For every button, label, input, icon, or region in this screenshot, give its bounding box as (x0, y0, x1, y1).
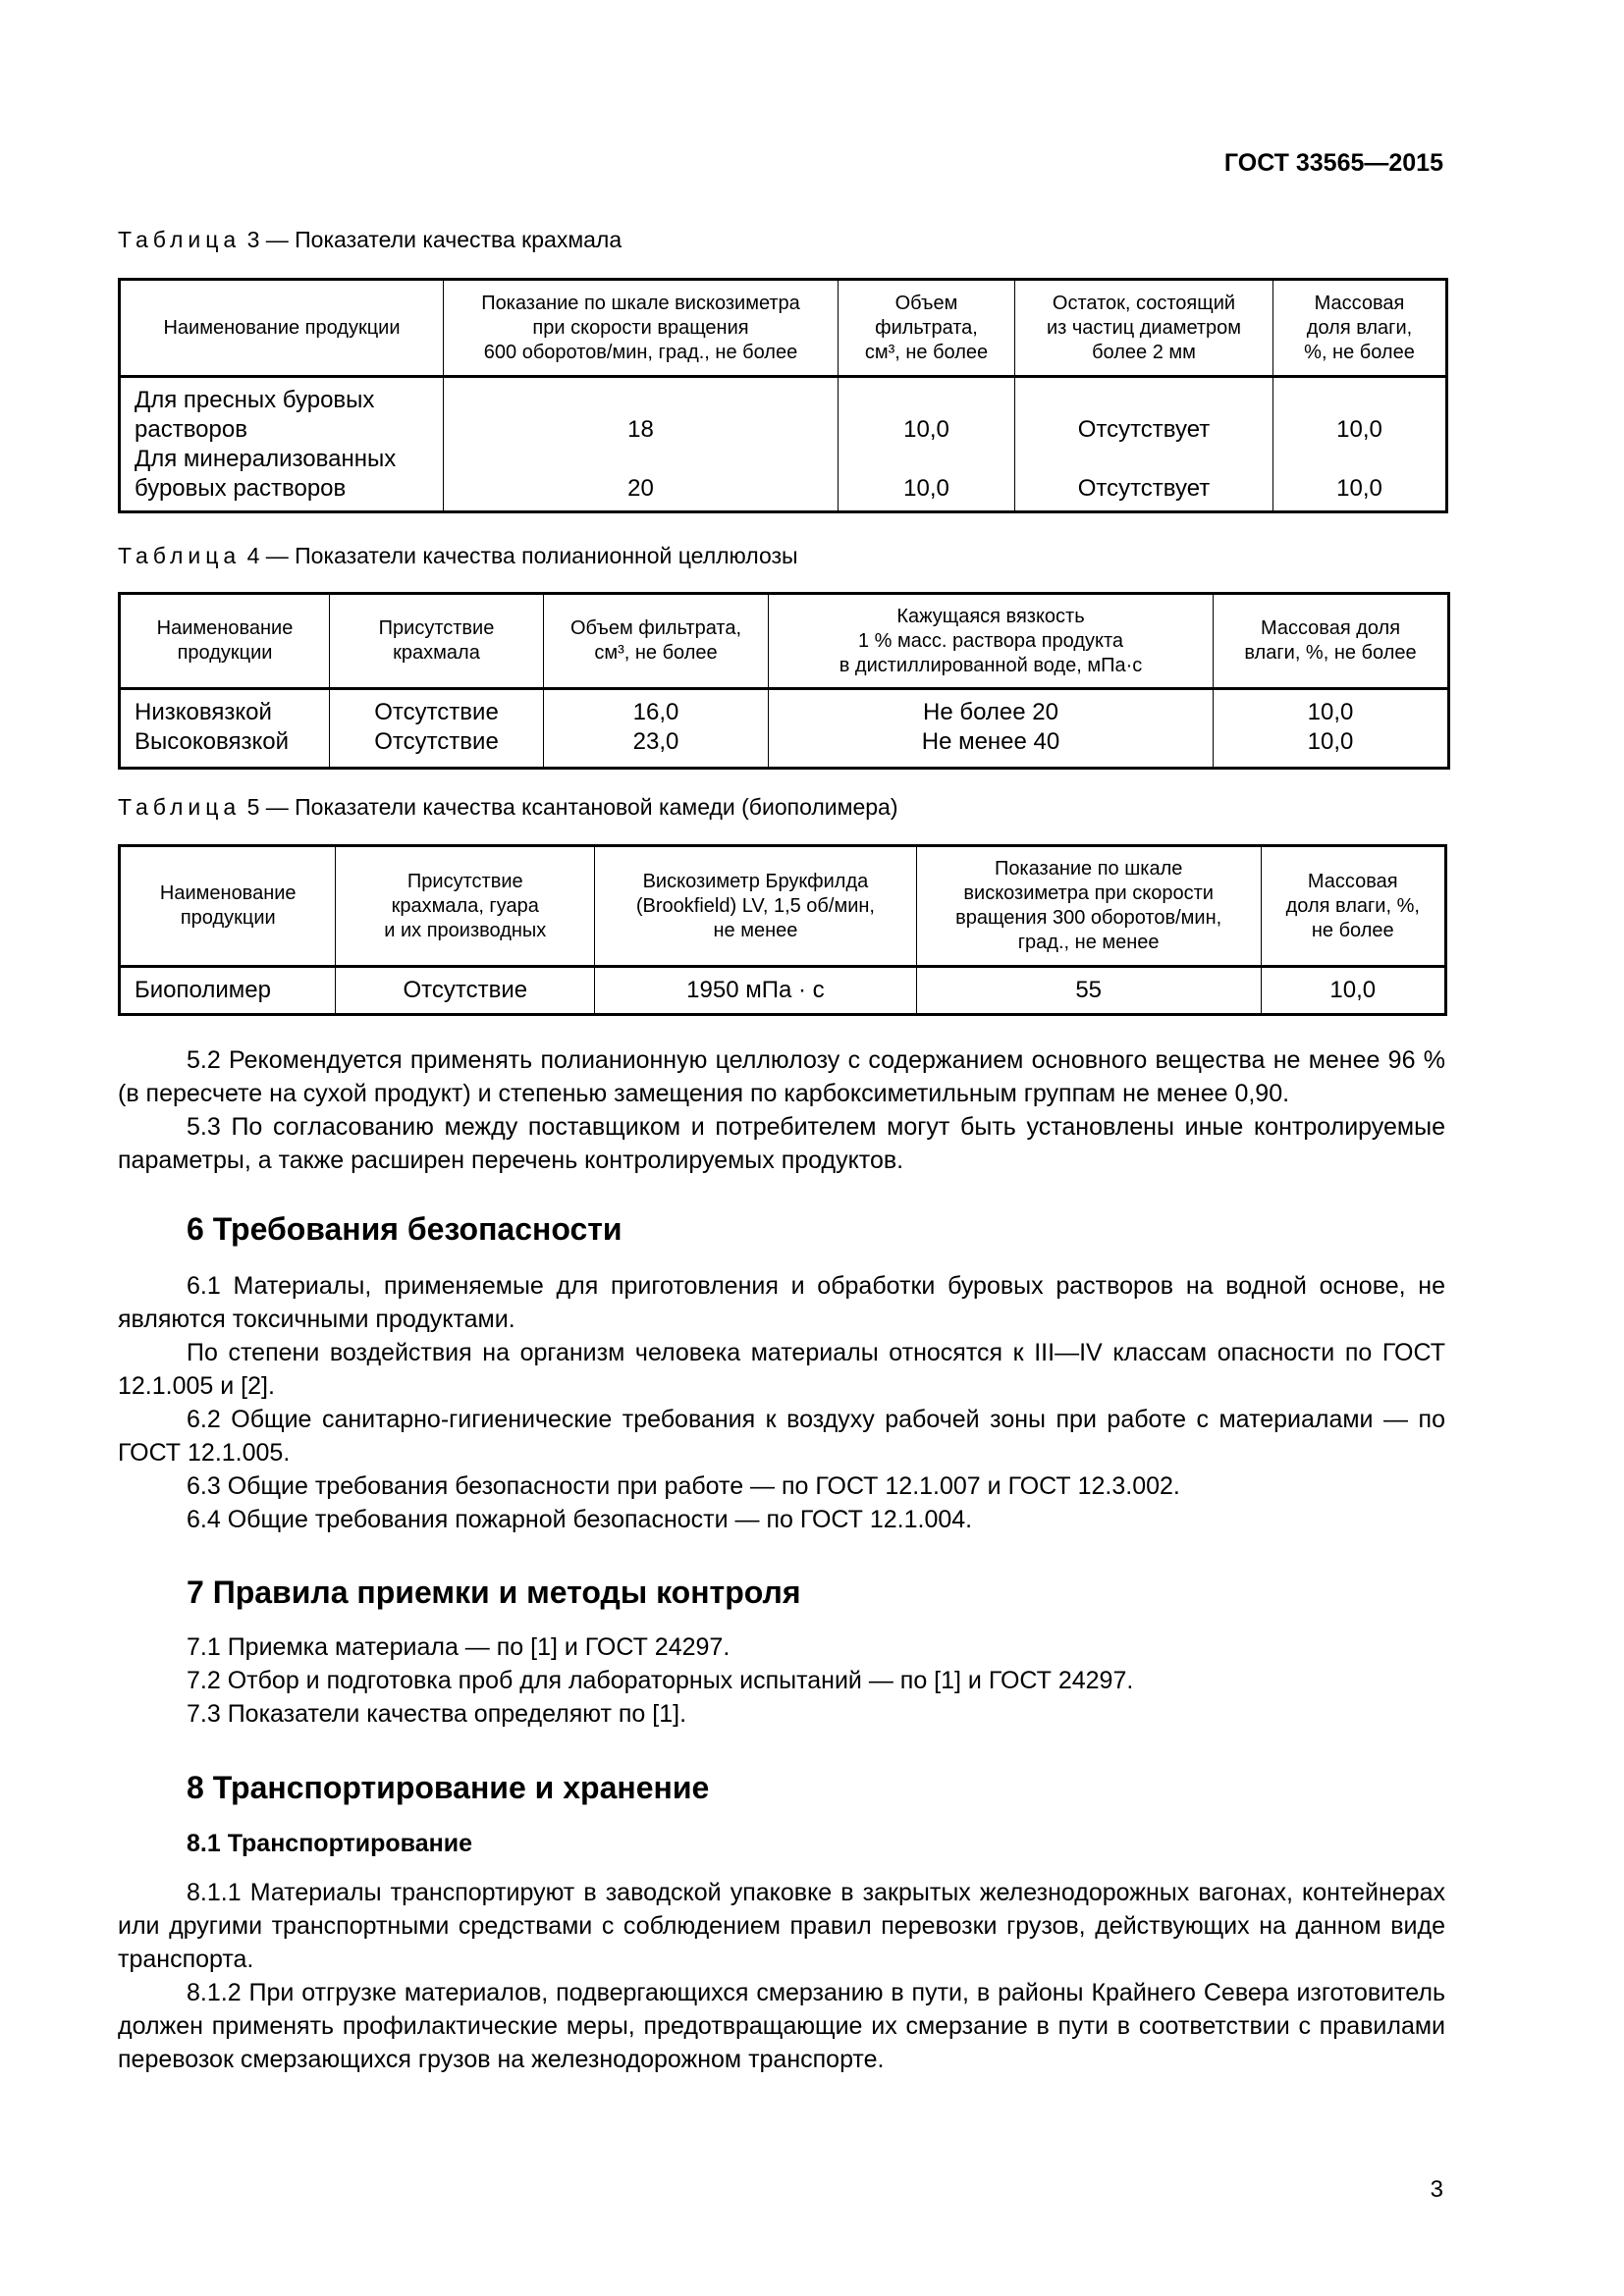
table4-header-cell: Массовая доля влаги, %, не более (1214, 594, 1449, 689)
table4-header-cell: Кажущаяся вязкость 1 % масс. раствора продукта в дистиллированной воде, мПа·с (769, 594, 1214, 689)
table-row (120, 689, 1449, 769)
table4-caption (118, 543, 798, 569)
table4-header-cell: Наименование продукции (120, 594, 330, 689)
table4-name-cell: Низковязкой Высоковязкой (120, 689, 330, 769)
table5-header-cell: Вискозиметр Брукфилда (Brookfield) LV, 1,5 об/мин, не менее (595, 846, 917, 967)
table5-moisture-cell: 10,0 (1261, 967, 1445, 1015)
table4 (118, 592, 1450, 770)
table5-header-cell: Показание по шкале вискозиметра при скорости вращения 300 оборотов/мин, град., не менее (916, 846, 1261, 967)
table5 (118, 844, 1447, 1016)
table3-header-cell: Массовая доля влаги, %, не более (1273, 280, 1447, 377)
table3-header-cell: Показание по шкале вискозиметра при скорости вращения 600 оборотов/мин, град., не более (444, 280, 839, 377)
table4-caption-label: Таблица (118, 543, 242, 568)
section8-heading: 8 Транспортирование и хранение (187, 1770, 710, 1805)
table5-header-cell: Массовая доля влаги, %, не более (1261, 846, 1445, 967)
table5-caption-label: Таблица (118, 794, 242, 820)
paragraph: 6.4 Общие требования пожарной безопасности — по ГОСТ 12.1.004. (187, 1506, 973, 1533)
section7-heading: 7 Правила приемки и методы контроля (187, 1575, 801, 1610)
paragraph: 6.2 Общие санитарно-гигиенические требования к воздуху рабочей зоны при работе с материалами — по ГОСТ 12.1.005. (118, 1406, 1445, 1467)
table5-name-cell: Биополимер (120, 967, 336, 1015)
page-number: 3 (1430, 2176, 1443, 2203)
paragraph: 7.1 Приемка материала — по [1] и ГОСТ 24297. (187, 1633, 731, 1661)
table3-residue-cell: Отсутствует Отсутствует (1015, 377, 1273, 512)
table4-moisture-cell: 10,0 10,0 (1214, 689, 1449, 769)
table5-header-cell: Наименование продукции (120, 846, 336, 967)
table4-viscosity-cell: Не более 20 Не менее 40 (769, 689, 1214, 769)
paragraph: 8.1.2 При отгрузке материалов, подвергающихся смерзанию в пути, в районы Крайнего Севера изготовитель должен применять профилактические меры, предотвращающие их смерзание в пути в соответствии с правилами перевозок смерзающихся грузов на железнодорожном транспорте. (118, 1979, 1445, 2073)
table5-caption-text: 5 — Показатели качества ксантановой камеди (биополимера) (246, 794, 898, 820)
section6-heading: 6 Требования безопасности (187, 1211, 623, 1247)
table3-filtrate-cell: 10,0 10,0 (839, 377, 1015, 512)
table3-caption-text: 3 — Показатели качества крахмала (246, 227, 623, 252)
table5-viscosity-cell: 55 (916, 967, 1261, 1015)
table4-starch-cell: Отсутствие Отсутствие (330, 689, 544, 769)
table-row (120, 377, 1447, 512)
table3-header-cell: Остаток, состоящий из частиц диаметром более 2 мм (1015, 280, 1273, 377)
table3-moisture-cell: 10,0 10,0 (1273, 377, 1447, 512)
table4-filtrate-cell: 16,0 23,0 (544, 689, 769, 769)
table4-header-cell: Объем фильтрата, см³, не более (544, 594, 769, 689)
table3-header-cell: Наименование продукции (120, 280, 444, 377)
paragraph: 7.2 Отбор и подготовка проб для лабораторных испытаний — по [1] и ГОСТ 24297. (187, 1667, 1134, 1694)
section8-subheading: 8.1 Транспортирование (187, 1830, 472, 1857)
table5-brookfield-cell: 1950 мПа · с (595, 967, 917, 1015)
section7-paragraphs (118, 1630, 1445, 1731)
table4-caption-text: 4 — Показатели качества полианионной целлюлозы (246, 543, 798, 568)
paragraph: По степени воздействия на организм человека материалы относятся к III—IV классам опасности по ГОСТ 12.1.005 и [2]. (118, 1339, 1445, 1400)
table3-header-cell: Объем фильтрата, см³, не более (839, 280, 1015, 377)
table5-header-cell: Присутствие крахмала, гуара и их производных (336, 846, 595, 967)
table3-caption (118, 227, 622, 253)
document-number: ГОСТ 33565—2015 (1223, 149, 1443, 177)
paragraph: 7.3 Показатели качества определяют по [1]. (187, 1700, 687, 1728)
table3 (118, 278, 1448, 513)
table5-starch-cell: Отсутствие (336, 967, 595, 1015)
section8-paragraphs (118, 1876, 1445, 2076)
table3-caption-label: Таблица (118, 227, 242, 252)
paragraph: 5.2 Рекомендуется применять полианионную целлюлозу с содержанием основного вещества не менее 96 % (в пересчете на сухой продукт) и степенью замещения по карбоксиметильным группам не менее 0,90. (118, 1046, 1445, 1107)
paragraph: 8.1.1 Материалы транспортируют в заводской упаковке в закрытых железнодорожных вагонах, контейнерах или другими транспортными средствами с соблюдением правил перевозки грузов, действующих на данном виде транспорта. (118, 1879, 1445, 1973)
table-row (120, 967, 1446, 1015)
table3-viscosity-cell: 18 20 (444, 377, 839, 512)
paragraph: 6.3 Общие требования безопасности при работе — по ГОСТ 12.1.007 и ГОСТ 12.3.002. (187, 1472, 1180, 1500)
table5-caption (118, 794, 897, 821)
table3-name-cell: Для пресных буровых растворов Для минерализованных буровых растворов (120, 377, 444, 512)
section5-paragraphs (118, 1043, 1445, 1177)
section6-paragraphs (118, 1269, 1445, 1536)
paragraph: 5.3 По согласованию между поставщиком и потребителем могут быть установлены иные контролируемые параметры, а также расширен перечень контролируемых продуктов. (118, 1113, 1445, 1174)
paragraph: 6.1 Материалы, применяемые для приготовления и обработки буровых растворов на водной основе, не являются токсичными продуктами. (118, 1272, 1445, 1333)
table4-header-cell: Присутствие крахмала (330, 594, 544, 689)
